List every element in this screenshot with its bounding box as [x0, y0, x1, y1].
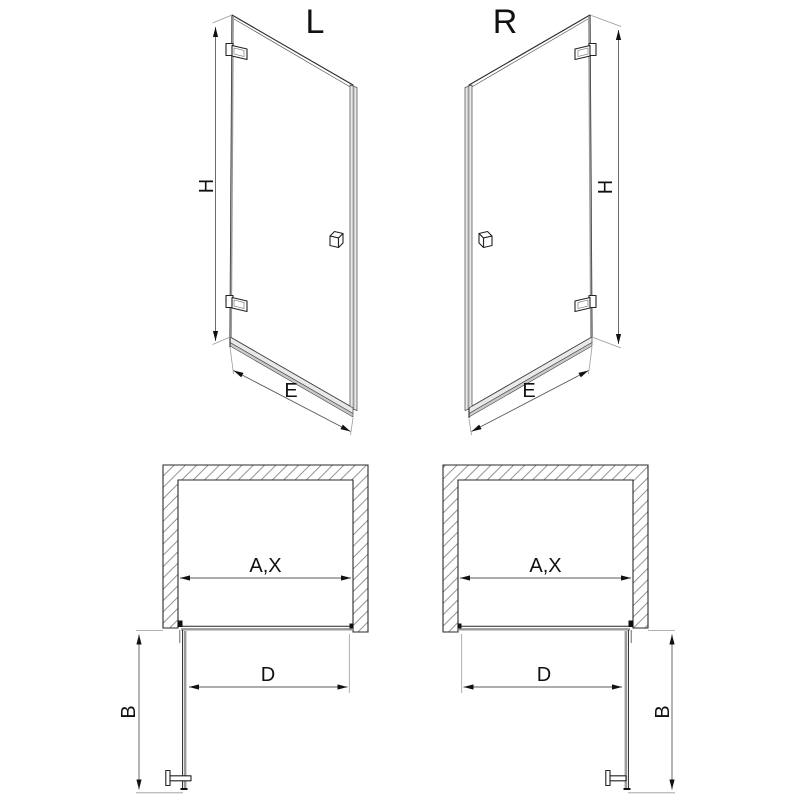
wall-section: [443, 465, 648, 632]
knob-crossbar: [166, 771, 170, 786]
knob-stem: [170, 776, 191, 781]
front-view-right-door: [465, 3, 621, 435]
height-extension-top: [590, 15, 621, 27]
knob-plan-icon: [166, 771, 191, 786]
door-variant-label-left: L: [305, 3, 325, 41]
knob-front: [330, 236, 339, 248]
hinge-wall-profile: [178, 621, 183, 628]
width-extension-right: [589, 347, 593, 374]
height-dimension-label: H: [196, 178, 218, 194]
knob-stem: [610, 776, 626, 781]
width-dimension-label: E: [284, 380, 298, 402]
plan-view-left: [118, 465, 368, 793]
door-width-dimension-label: D: [536, 664, 552, 686]
height-dimension-label: H: [595, 179, 617, 195]
front-view-left-door: [196, 3, 357, 435]
opening-dimension-label: A,X: [529, 555, 562, 577]
knob-front: [484, 236, 493, 248]
strike-profile: [350, 624, 354, 629]
swing-dimension-label: B: [118, 705, 140, 719]
knob-plan-icon: [606, 771, 626, 786]
door-knob-icon: [330, 232, 343, 248]
width-dimension-label: E: [522, 380, 536, 402]
plan-view-right: [443, 465, 675, 793]
swing-dimension-label: B: [652, 705, 674, 719]
width-extension-left: [230, 347, 234, 374]
knob-crossbar: [606, 771, 610, 786]
wall-section: [163, 465, 368, 632]
height-extension-top: [213, 15, 233, 23]
door-width-dimension-label: D: [260, 664, 276, 686]
door-variant-label-right: R: [492, 3, 518, 41]
opening-dimension-label: A,X: [249, 555, 282, 577]
hinge-wall-profile: [629, 621, 634, 628]
width-extension-left: [469, 419, 472, 435]
height-extension-bottom: [592, 337, 621, 348]
door-knob-icon: [479, 232, 492, 248]
strike-profile: [458, 624, 462, 629]
width-extension-right: [351, 418, 354, 435]
